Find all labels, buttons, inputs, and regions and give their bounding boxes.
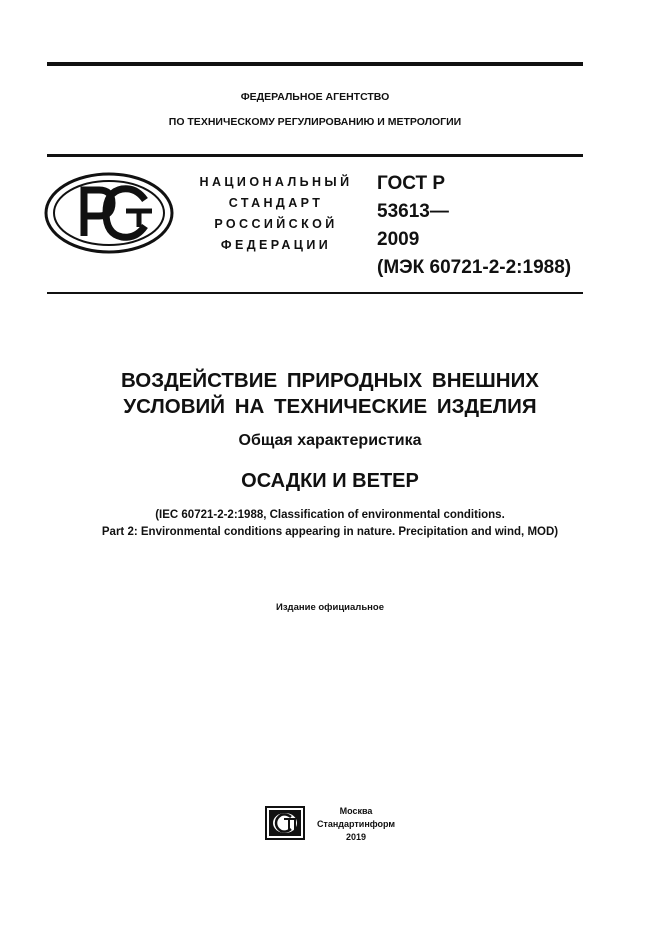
publisher-year: 2019 (345, 832, 367, 842)
international-line-2: Part 2: Environmental conditions appearing in nature. Precipitation and wind, MOD) (101, 526, 559, 538)
document-title (47, 368, 613, 420)
agency-line-1: ФЕДЕРАЛЬНОЕ АГЕНТСТВО (240, 91, 390, 103)
title-line-1: ВОЗДЕЙСТВИЕ ПРИРОДНЫХ ВНЕШНИХ (121, 369, 539, 392)
middle-rule (47, 154, 583, 157)
national-standard-line-3: РОССИЙСКОЙ (214, 217, 338, 231)
publisher-city: Москва (339, 806, 373, 816)
standartinform-logo-icon (265, 806, 305, 840)
national-standard-line-1: НАЦИОНАЛЬНЫЙ (199, 175, 353, 189)
document-subtitle: Общая характеристика (238, 432, 422, 449)
agency-line-2: ПО ТЕХНИЧЕСКОМУ РЕГУЛИРОВАНИЮ И МЕТРОЛОГИИ (168, 116, 462, 128)
designation-line-4: (МЭК 60721-2-2:1988) (377, 257, 572, 278)
publisher-block (306, 805, 406, 844)
rst-mark-icon (44, 172, 174, 254)
national-standard-line-2: СТАНДАРТ (228, 196, 324, 210)
designation-line-3: 2009 (377, 229, 420, 250)
top-rule (47, 62, 583, 66)
document-part-title: ОСАДКИ И ВЕТЕР (241, 470, 419, 492)
standard-designation (377, 170, 571, 282)
national-standard-label (186, 172, 366, 256)
designation-line-1: ГОСТ Р (377, 173, 446, 194)
edition-label: Издание официальное (276, 602, 384, 613)
international-line-1: (IEC 60721-2-2:1988, Classification of environmental conditions. (155, 509, 505, 521)
international-equivalent (20, 507, 640, 541)
national-standard-line-4: ФЕДЕРАЦИИ (220, 238, 332, 252)
publisher-name: Стандартинформ (316, 819, 396, 829)
title-line-2: УСЛОВИЙ НА ТЕХНИЧЕСКИЕ ИЗДЕЛИЯ (123, 395, 537, 418)
designation-line-2: 53613— (377, 201, 449, 222)
bottom-rule (47, 292, 583, 294)
